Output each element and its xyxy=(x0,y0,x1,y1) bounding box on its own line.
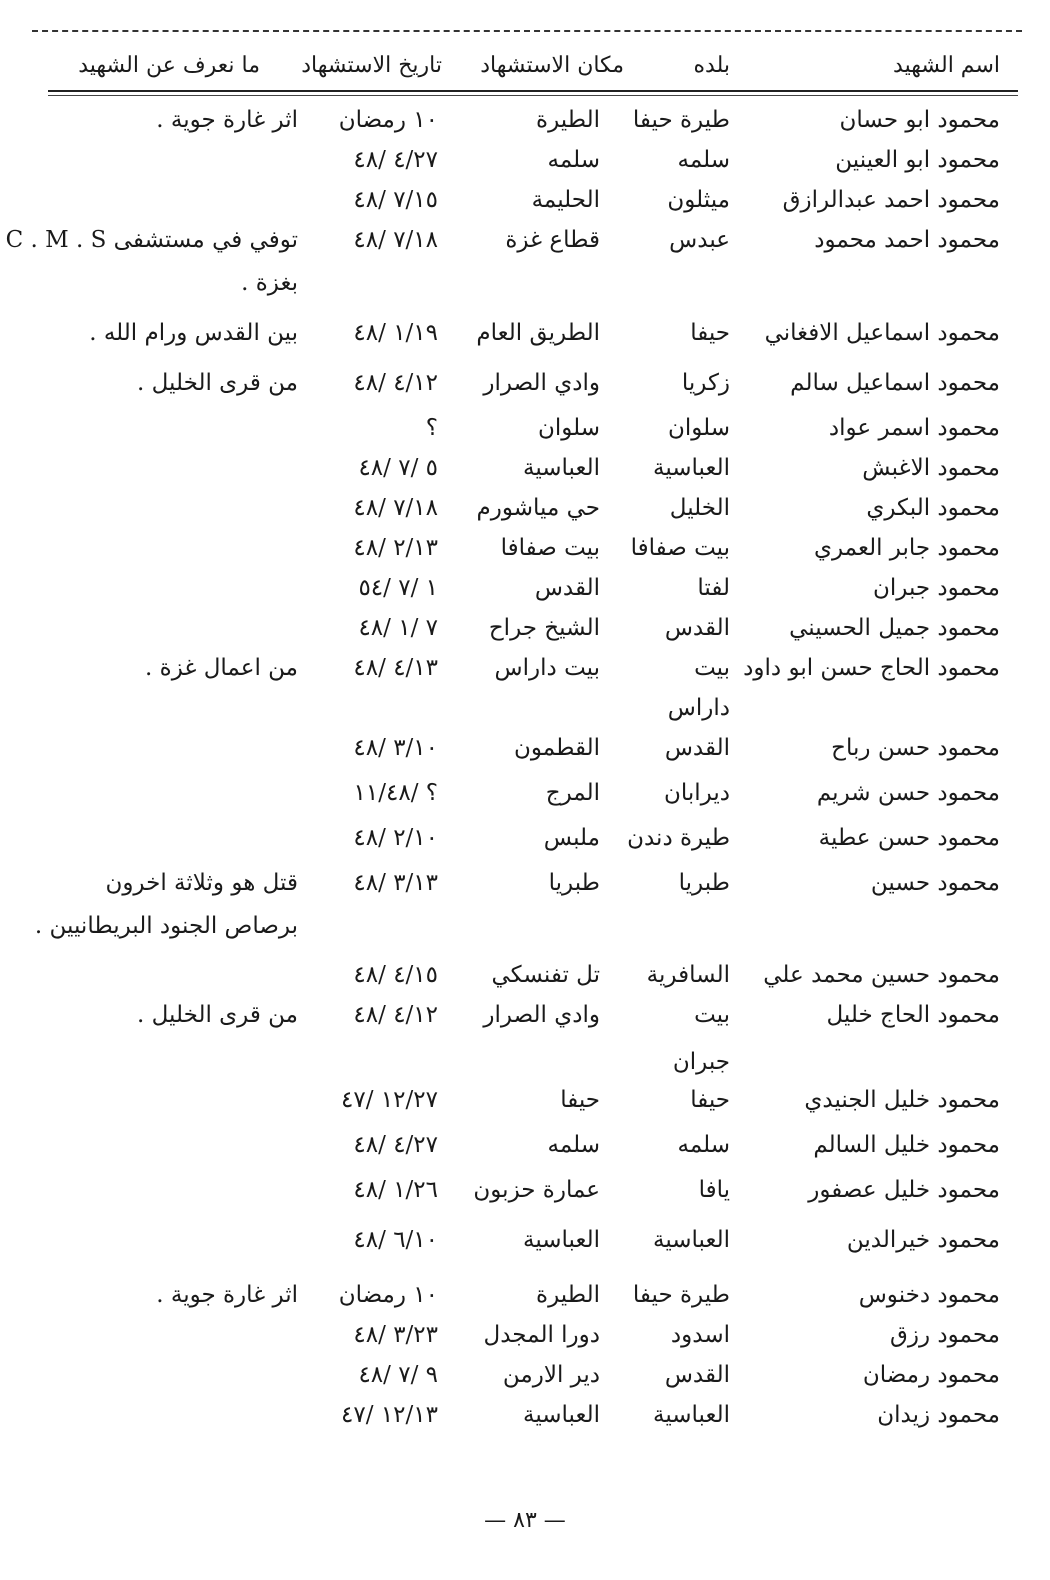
cell-town: العباسية xyxy=(653,1402,730,1428)
cell-name: محمود زيدان xyxy=(877,1402,1000,1428)
table-row xyxy=(0,140,1050,180)
cell-name: محمود جميل الحسيني xyxy=(789,615,1000,641)
cell-date: ١٠ رمضان xyxy=(338,107,438,133)
cell-place: دورا المجدل xyxy=(483,1322,600,1348)
table-row xyxy=(0,773,1050,813)
cell-date: ١/٢٦ /٤٨ xyxy=(353,1177,438,1203)
table-row xyxy=(0,408,1050,448)
cell-name: محمود الاغبش xyxy=(862,455,1000,481)
cell-date: ؟ /١١/٤٨ xyxy=(353,780,438,806)
cell-date: ٤/١٣ /٤٨ xyxy=(353,655,438,681)
cell-name: محمود حسين محمد علي xyxy=(763,962,1000,988)
note-continuation: برصاص الجنود البريطانيين . xyxy=(34,913,298,939)
table-row xyxy=(0,448,1050,488)
cell-place: دير الارمن xyxy=(502,1362,600,1388)
cell-date: ٤/١٢ /٤٨ xyxy=(353,1002,438,1028)
cell-place: القطمون xyxy=(514,735,600,761)
cell-note: اثر غارة جوية . xyxy=(156,1282,298,1308)
cell-town: حيفا xyxy=(690,320,730,346)
cell-date: ١٢/١٣ /٤٧ xyxy=(341,1402,438,1428)
cell-town: ميثلون xyxy=(667,187,730,213)
header-name: اسم الشهيد xyxy=(893,53,1000,78)
cell-place: حي مياشورم xyxy=(476,495,600,521)
cell-town: زكريا xyxy=(681,370,730,396)
table-row xyxy=(0,863,1050,903)
cell-town: طيرة حيفا xyxy=(632,1282,730,1308)
cell-date: ٥ /٧ /٤٨ xyxy=(358,455,438,481)
cell-town: العباسية xyxy=(653,455,730,481)
header-note: ما نعرف عن الشهيد xyxy=(78,53,260,78)
table-row xyxy=(0,1275,1050,1315)
cell-note: من قرى الخليل . xyxy=(137,370,298,396)
cell-place: العباسية xyxy=(523,1402,600,1428)
table-row xyxy=(0,220,1050,260)
cell-place: طبريا xyxy=(548,870,600,896)
cell-name: محمود خليل الجنيدي xyxy=(804,1087,1000,1113)
cell-name: محمود رزق xyxy=(890,1322,1000,1348)
cell-date: ١ /٧ /٥٤ xyxy=(358,575,438,601)
cell-town: بيت xyxy=(694,1002,730,1028)
cell-town: القدس xyxy=(664,735,730,761)
table-row xyxy=(0,313,1050,353)
cell-place: الطريق العام xyxy=(476,320,600,346)
cell-date: ١/١٩ /٤٨ xyxy=(353,320,438,346)
cell-date: ٣/١٣ /٤٨ xyxy=(353,870,438,896)
cell-place: الطيرة xyxy=(536,107,600,133)
cell-name: محمود حسين xyxy=(870,870,1000,896)
cell-name: محمود الحاج حسن ابو داود xyxy=(743,655,1000,681)
cell-note: قتل هو وثلاثة اخرون xyxy=(105,870,298,896)
table-row xyxy=(0,100,1050,140)
cell-date: ٤/١٥ /٤٨ xyxy=(353,962,438,988)
cell-note: توفي في مستشفى C . M . S xyxy=(5,227,298,253)
cell-town: سلمه xyxy=(677,147,730,173)
cell-town: اسدود xyxy=(670,1322,730,1348)
cell-place: عمارة حزبون xyxy=(473,1177,600,1203)
header-town: بلده xyxy=(693,53,730,78)
cell-date: ٧/١٨ /٤٨ xyxy=(353,227,438,253)
cell-name: محمود ابو العينين xyxy=(835,147,1000,173)
cell-date: ١٠ رمضان xyxy=(338,1282,438,1308)
cell-town: العباسية xyxy=(653,1227,730,1253)
table-row xyxy=(0,488,1050,528)
cell-place: بيت صفافا xyxy=(500,535,600,561)
cell-name: محمود حسن عطية xyxy=(818,825,1000,851)
cell-place: حيفا xyxy=(560,1087,600,1113)
table-row xyxy=(0,1170,1050,1210)
cell-place: الحليمة xyxy=(531,187,600,213)
cell-town: عبدس xyxy=(669,227,730,253)
cell-place: العباسية xyxy=(523,455,600,481)
table-row xyxy=(0,955,1050,995)
table-row xyxy=(0,1395,1050,1435)
table-row xyxy=(0,818,1050,858)
table-row xyxy=(0,1355,1050,1395)
cell-note: اثر غارة جوية . xyxy=(156,107,298,133)
table-row xyxy=(0,1080,1050,1120)
cell-town: الخليل xyxy=(669,495,730,521)
cell-name: محمود احمد محمود xyxy=(814,227,1000,253)
table-row xyxy=(0,648,1050,688)
cell-date: ٦/١٠ /٤٨ xyxy=(353,1227,438,1253)
town-continuation: جبران xyxy=(672,1049,730,1075)
cell-place: وادي الصرار xyxy=(483,370,600,396)
cell-date: ٩ /٧ /٤٨ xyxy=(358,1362,438,1388)
table-row xyxy=(0,363,1050,403)
cell-place: وادي الصرار xyxy=(483,1002,600,1028)
cell-date: ٢/١٠ /٤٨ xyxy=(353,825,438,851)
cell-town: القدس xyxy=(664,615,730,641)
cell-place: ملبس xyxy=(543,825,600,851)
cell-town: ديرابان xyxy=(663,780,730,806)
cell-date: ٣/٢٣ /٤٨ xyxy=(353,1322,438,1348)
cell-name: محمود احمد عبدالرازق xyxy=(782,187,1000,213)
cell-date: ٧ /١ /٤٨ xyxy=(358,615,438,641)
table-row xyxy=(0,180,1050,220)
cell-name: محمود حسن شريم xyxy=(816,780,1000,806)
cell-name: محمود دخنوس xyxy=(858,1282,1000,1308)
cell-name: محمود اسماعيل سالم xyxy=(790,370,1000,396)
cell-town: طيرة دندن xyxy=(627,825,730,851)
cell-place: سلمه xyxy=(547,1132,600,1158)
cell-name: محمود اسماعيل الافغاني xyxy=(764,320,1000,346)
cell-place: تل تفنسكي xyxy=(491,962,600,988)
page-number: — ٨٣ — xyxy=(484,1508,566,1533)
table-row xyxy=(0,1220,1050,1260)
cell-town: بيت xyxy=(694,655,730,681)
cell-place: قطاع غزة xyxy=(505,227,600,253)
cell-place: الطيرة xyxy=(536,1282,600,1308)
cell-place: بيت داراس xyxy=(494,655,600,681)
cell-place: المرج xyxy=(545,780,600,806)
cell-name: محمود البكري xyxy=(866,495,1000,521)
cell-name: محمود اسمر عواد xyxy=(828,415,1000,441)
cell-name: محمود خليل عصفور xyxy=(808,1177,1000,1203)
table-row xyxy=(0,528,1050,568)
header-place: مكان الاستشهاد xyxy=(480,53,624,78)
table-row xyxy=(0,1125,1050,1165)
cell-place: الشيخ جراح xyxy=(488,615,600,641)
cell-town: طبريا xyxy=(678,870,730,896)
cell-note: بين القدس ورام الله . xyxy=(89,320,298,346)
table-row xyxy=(0,608,1050,648)
cell-note: من قرى الخليل . xyxy=(137,1002,298,1028)
cell-date: ١٢/٢٧ /٤٧ xyxy=(341,1087,438,1113)
cell-date: ٣/١٠ /٤٨ xyxy=(353,735,438,761)
cell-date: ؟ xyxy=(425,415,438,441)
cell-town: بيت صفافا xyxy=(630,535,730,561)
cell-date: ٢/١٣ /٤٨ xyxy=(353,535,438,561)
cell-town: سلوان xyxy=(667,415,730,441)
cell-name: محمود خليل السالم xyxy=(813,1132,1000,1158)
cell-town: سلمه xyxy=(677,1132,730,1158)
cell-date: ٤/٢٧ /٤٨ xyxy=(353,147,438,173)
table-row xyxy=(0,568,1050,608)
cell-date: ٧/١٥ /٤٨ xyxy=(353,187,438,213)
cell-place: القدس xyxy=(534,575,600,601)
cell-town: حيفا xyxy=(690,1087,730,1113)
cell-town: يافا xyxy=(698,1177,730,1203)
cell-date: ٤/١٢ /٤٨ xyxy=(353,370,438,396)
table-row xyxy=(0,995,1050,1035)
cell-town: السافرية xyxy=(646,962,730,988)
cell-town: القدس xyxy=(664,1362,730,1388)
cell-note: من اعمال غزة . xyxy=(145,655,298,681)
note-continuation: بغزة . xyxy=(241,270,298,296)
cell-date: ٤/٢٧ /٤٨ xyxy=(353,1132,438,1158)
cell-place: سلوان xyxy=(537,415,600,441)
cell-name: محمود ابو حسان xyxy=(839,107,1000,133)
cell-town: لفتا xyxy=(697,575,730,601)
cell-name: محمود خيرالدين xyxy=(846,1227,1000,1253)
cell-name: محمود حسن رباح xyxy=(831,735,1000,761)
cell-place: العباسية xyxy=(523,1227,600,1253)
cell-place: سلمه xyxy=(547,147,600,173)
cell-name: محمود جبران xyxy=(872,575,1000,601)
town-continuation: داراس xyxy=(667,695,730,721)
header-date: تاريخ الاستشهاد xyxy=(301,53,442,78)
table-row xyxy=(0,728,1050,768)
cell-name: محمود جابر العمري xyxy=(813,535,1000,561)
cell-date: ٧/١٨ /٤٨ xyxy=(353,495,438,521)
cell-name: محمود الحاج خليل xyxy=(826,1002,1000,1028)
table-row xyxy=(0,1315,1050,1355)
cell-name: محمود رمضان xyxy=(862,1362,1000,1388)
cell-town: طيرة حيفا xyxy=(632,107,730,133)
